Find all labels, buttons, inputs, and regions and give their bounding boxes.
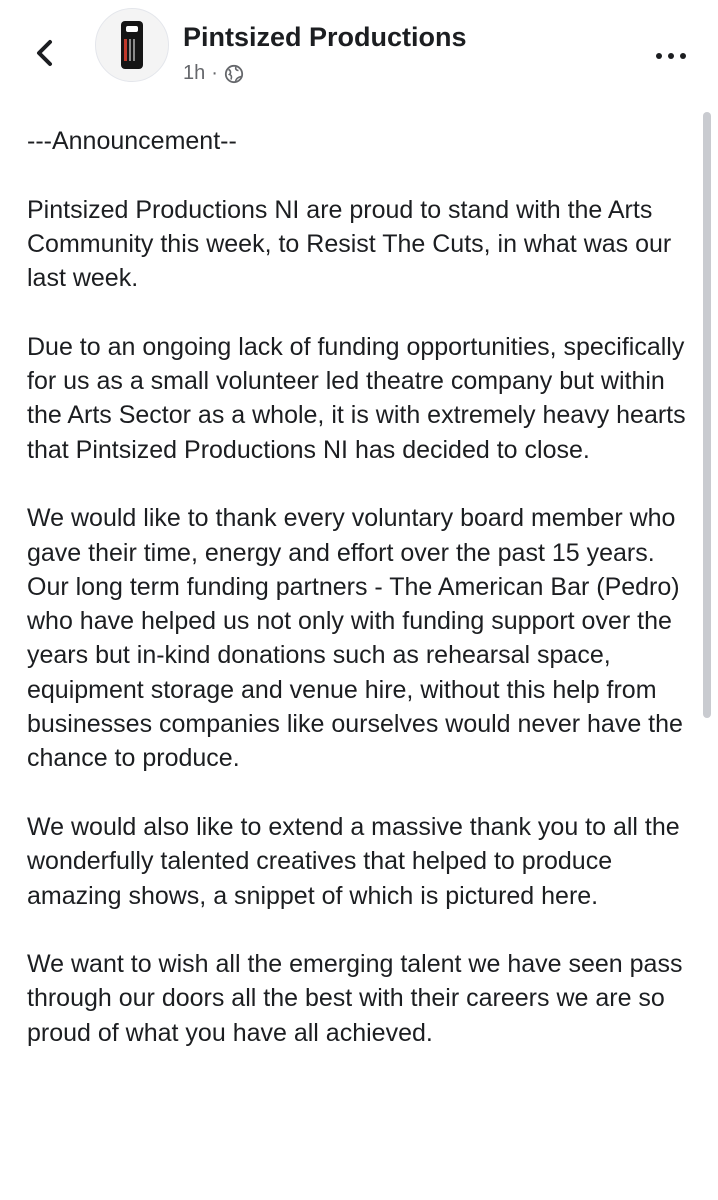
globe-icon[interactable]	[224, 64, 244, 84]
scrollbar[interactable]	[703, 112, 711, 1200]
back-button[interactable]	[18, 26, 72, 80]
post-timestamp[interactable]: 1h	[183, 62, 206, 84]
post-paragraph: Due to an ongoing lack of funding opportunities, specifically for us as a small volunteer led theatre company but within the Arts Sector as a whole, it is with extremely heavy hearts that Pintsized Productions NI has decided to close.	[27, 332, 686, 464]
page-name[interactable]: Pintsized Productions	[183, 22, 467, 52]
post-header	[0, 0, 718, 110]
post-meta	[183, 62, 244, 85]
more-options-button[interactable]	[645, 36, 697, 76]
page-logo-icon	[96, 9, 168, 81]
chevron-left-icon	[34, 38, 56, 68]
post-paragraph: We would also like to extend a massive thank you to all the wonderfully talented creatives that helped to produce amazing shows, a snippet of which is pictured here.	[27, 812, 680, 910]
post-paragraph: We would like to thank every voluntary board member who gave their time, energy and effort over the past 15 years. Our long term funding partners - The American Bar (Pedro) who have helped us not only with funding support over the years but in-kind donations such as rehearsal space, equipment storage and venue hire, without this help from businesses companies like ourselves would never have the chance to produce.	[27, 504, 683, 773]
avatar[interactable]	[95, 8, 169, 82]
more-horizontal-icon	[653, 53, 689, 59]
post-text	[27, 124, 701, 1084]
post-paragraph: ---Announcement--	[27, 127, 237, 155]
post-paragraph: We want to wish all the emerging talent we have seen pass through our doors all the best with their careers we are so proud of what you have all achieved.	[27, 950, 683, 1047]
scrollbar-thumb[interactable]	[703, 112, 711, 718]
meta-separator: ·	[211, 62, 218, 84]
post-paragraph: Pintsized Productions NI are proud to stand with the Arts Community this week, to Resist The Cuts, in what was our last week.	[27, 195, 672, 293]
